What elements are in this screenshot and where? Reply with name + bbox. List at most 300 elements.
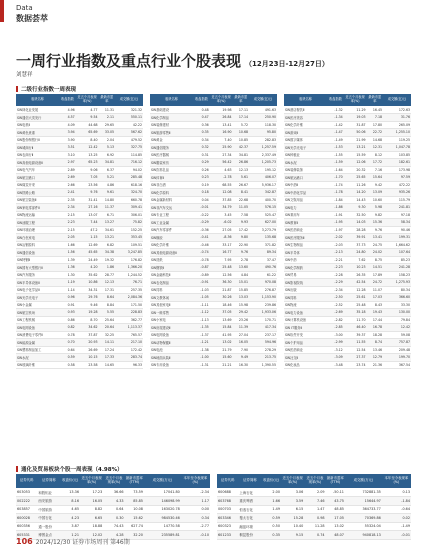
table-cell: SW饲料 xyxy=(284,294,327,302)
table-cell: SW工业金属 xyxy=(150,219,193,227)
table-cell: 472.22 xyxy=(383,181,411,189)
table-cell: SW城商行Ⅱ xyxy=(16,144,59,152)
table-cell: 14770.58 xyxy=(144,522,181,531)
col-header: 最新市盈率 xyxy=(233,94,250,106)
table-cell: 1,664.62 xyxy=(383,241,411,249)
table-cell: 0.64 xyxy=(103,505,124,514)
table-cell: -1.38 xyxy=(193,346,210,354)
table-cell: 32.25 xyxy=(99,331,116,339)
table-cell: SW饲料 xyxy=(150,286,193,294)
table-cell: SW生物制品 xyxy=(284,241,327,249)
table-cell: -2.02 xyxy=(327,234,344,242)
table-cell: SW软件开发 xyxy=(284,331,327,339)
table-cell: 27.37 xyxy=(344,354,367,362)
table-cell: 228.83 xyxy=(115,309,143,317)
col-header: 最新市盈率 xyxy=(99,94,116,106)
table-row xyxy=(16,144,143,152)
section2-title: 通化及贸易板块个股一周表现（4.98%） xyxy=(16,465,123,473)
table-row xyxy=(150,106,277,114)
table-row xyxy=(284,354,411,362)
table-cell: -1.91 xyxy=(327,211,344,219)
table-cell: 中国石化 xyxy=(37,514,60,523)
table-cell: 0.23 xyxy=(193,174,210,182)
table-row xyxy=(16,301,143,309)
table-cell: 342.87 xyxy=(249,189,277,197)
table-cell: 28.77 xyxy=(99,271,116,279)
table-row xyxy=(16,211,143,219)
table-cell: 42.54 xyxy=(344,279,367,287)
table-cell: 12.42 xyxy=(383,324,411,332)
table-row xyxy=(16,241,143,249)
table-row xyxy=(217,488,411,497)
table-cell: 11.70 xyxy=(344,316,367,324)
col-header: 成交额(亿元) xyxy=(383,94,411,106)
table-cell: 603346 xyxy=(217,514,238,523)
table-cell: SW地面兵装Ⅱ xyxy=(150,354,193,362)
table-cell: -1.37 xyxy=(193,331,210,339)
col-header: 近五个月表现率(%) xyxy=(103,474,124,488)
table-cell: 0.91 xyxy=(59,301,76,309)
table-row xyxy=(284,166,411,174)
table-cell: 23.26 xyxy=(233,316,250,324)
table-cell: 37.73 xyxy=(344,241,367,249)
table-cell: 1,275.93 xyxy=(383,279,411,287)
table-cell: 0.82 xyxy=(59,324,76,332)
table-cell: SW通信设备 xyxy=(16,249,59,257)
table-row xyxy=(150,324,277,332)
table-cell: 4.20 xyxy=(76,264,99,272)
table-cell: 9.80 xyxy=(233,234,250,242)
table-cell: 278.29 xyxy=(249,346,277,354)
table-cell: 16.05 xyxy=(80,497,103,506)
table-cell: 16.05 xyxy=(233,339,250,347)
table-row xyxy=(16,226,143,234)
table-cell: 94.02 xyxy=(115,166,143,174)
table-cell: -2.82 xyxy=(327,316,344,324)
table-row xyxy=(150,354,277,362)
table-cell: 2.23 xyxy=(59,219,76,227)
table-row xyxy=(150,151,277,159)
table-cell: 362.77 xyxy=(115,316,143,324)
table-cell: -1.05 xyxy=(193,294,210,302)
table-cell: 0.98 xyxy=(304,514,325,523)
table-cell: 364733.77 xyxy=(345,505,382,514)
table-cell: 7.44 xyxy=(76,219,99,227)
table-cell: 0.30 xyxy=(103,514,124,523)
table-row xyxy=(150,196,277,204)
table-cell: SW出版 xyxy=(284,286,327,294)
table-cell: 130.00 xyxy=(383,309,411,317)
table-cell: -0.36 xyxy=(193,226,210,234)
table-cell: -2.99 xyxy=(327,339,344,347)
table-cell: 33.30 xyxy=(383,301,411,309)
table-cell: 80.34 xyxy=(383,286,411,294)
table-cell: -2.78 xyxy=(210,174,233,182)
table-cell: 1.47 xyxy=(304,505,325,514)
table-cell: 1.21 xyxy=(61,531,80,540)
table-cell: 7.18 xyxy=(367,114,384,122)
table-cell: SW金属新材料 xyxy=(150,196,193,204)
table-cell: SW一般零售 xyxy=(150,309,193,317)
table-cell: 118.30 xyxy=(249,121,277,129)
section-label-en: Data xyxy=(16,4,33,12)
table-cell: 15.60 xyxy=(210,354,233,362)
table-cell: SW通信大类发行 xyxy=(16,114,59,122)
table-cell: 2.34 xyxy=(59,204,76,212)
table-cell: -1.32 xyxy=(327,106,344,114)
col-header: 板块名称 xyxy=(150,94,193,106)
table-cell: 1.56 xyxy=(59,249,76,257)
table-cell: 1,244.52 xyxy=(115,271,143,279)
table-cell: 5,936.17 xyxy=(249,181,277,189)
table-cell: 11.37 xyxy=(99,204,116,212)
table-cell: 0.00 xyxy=(181,505,210,514)
table-cell: 237.17 xyxy=(249,331,277,339)
table-cell: 2.35 xyxy=(59,196,76,204)
table-cell: SW动物保健Ⅱ xyxy=(150,339,193,347)
table-cell: 984530.46 xyxy=(144,514,181,523)
table-cell: 1.36 xyxy=(59,264,76,272)
table-cell: SW个护用品 xyxy=(284,339,327,347)
table-cell: SW电力设备 xyxy=(284,309,327,317)
table-cell: 0.18 xyxy=(193,189,210,197)
table-cell: 37.47 xyxy=(249,256,277,264)
table-cell: 16.78 xyxy=(367,324,384,332)
table-cell: SW航空港口 xyxy=(16,174,59,182)
table-cell: SW基础建设 xyxy=(150,106,193,114)
table-cell: 1.86 xyxy=(99,264,116,272)
table-cell: 24.49 xyxy=(76,256,99,264)
table-row xyxy=(150,346,277,354)
table-row xyxy=(16,331,143,339)
table-row xyxy=(150,189,277,197)
table-cell: 0.93 xyxy=(59,309,76,317)
table-cell: 3,247.85 xyxy=(115,249,143,257)
col-header: 板块名称 xyxy=(284,94,327,106)
table-cell: 2.15 xyxy=(59,211,76,219)
table-cell: 26.86 xyxy=(233,159,250,167)
table-row xyxy=(150,264,277,272)
table-cell: SW半导体 xyxy=(284,249,327,257)
table-row xyxy=(284,309,411,317)
col-header: 收盘价(元) xyxy=(262,474,281,488)
table-cell: SW能源金属 xyxy=(16,339,59,347)
table-cell: 中国旅游 xyxy=(37,505,60,514)
table-cell: 603768 xyxy=(217,497,238,506)
table-cell: 13.03 xyxy=(233,294,250,302)
table-cell: 7.95 xyxy=(210,256,233,264)
table-cell: 37.85 xyxy=(210,196,233,204)
table-cell: 12.56 xyxy=(210,271,233,279)
table-row xyxy=(284,271,411,279)
table-cell: 29.65 xyxy=(99,121,116,129)
col-header: 近五个月表现率(%) xyxy=(304,474,325,488)
table-cell: 11.07 xyxy=(367,286,384,294)
table-cell: 25.65 xyxy=(344,174,367,182)
table-cell: 12.13 xyxy=(233,166,250,174)
table-row xyxy=(16,346,143,354)
table-row xyxy=(284,294,411,302)
table-row xyxy=(284,286,411,294)
table-cell: 桐昆股份 xyxy=(238,531,261,540)
table-row xyxy=(150,249,277,257)
table-cell: 22.90 xyxy=(233,241,250,249)
table-cell: 2.15 xyxy=(59,226,76,234)
table-cell: -1.70 xyxy=(327,174,344,182)
table-row xyxy=(150,144,277,152)
table-row xyxy=(284,129,411,137)
table-cell: 21.87 xyxy=(210,286,233,294)
table-cell: -2.29 xyxy=(327,279,344,287)
table-cell: -1.84 xyxy=(327,196,344,204)
table-cell: 732881.35 xyxy=(345,488,382,497)
table-cell: 13.46 xyxy=(367,346,384,354)
table-cell: -1.00 xyxy=(193,354,210,362)
table-row xyxy=(284,234,411,242)
table-cell: 199.31 xyxy=(383,234,411,242)
table-row xyxy=(150,331,277,339)
table-cell: 107.64 xyxy=(383,249,411,257)
table-cell: 33.05 xyxy=(99,129,116,137)
table-cell: 16.77 xyxy=(210,249,233,257)
col-header: 收盘指数 xyxy=(59,94,76,106)
table-row xyxy=(16,159,143,167)
table-row xyxy=(150,211,277,219)
table-cell: 25.64 xyxy=(99,316,116,324)
table-cell: SW物流 xyxy=(284,301,327,309)
table-cell: 14.20 xyxy=(344,189,367,197)
table-cell: 601233 xyxy=(217,531,238,540)
table-cell: 2.05 xyxy=(59,234,76,242)
table-row xyxy=(150,256,277,264)
col-header: 本年至今表现率(%) xyxy=(181,474,210,488)
table-row xyxy=(284,114,411,122)
table-cell: 0.86 xyxy=(59,316,76,324)
table-cell: 45.65 xyxy=(76,249,99,257)
table-cell: 9.46 xyxy=(76,301,99,309)
table-cell: 1,153.90 xyxy=(249,294,277,302)
table-cell: 65.23 xyxy=(76,159,99,167)
table-cell: -0.89 xyxy=(193,271,210,279)
table-cell: SW文教休闲 xyxy=(150,294,193,302)
table-cell: 1.66 xyxy=(262,497,281,506)
table-cell: 8.84 xyxy=(99,301,116,309)
table-cell: SW IT服务Ⅱ xyxy=(284,324,327,332)
table-cell: 15.64 xyxy=(367,174,384,182)
table-cell: 17.24 xyxy=(99,346,116,354)
table-cell: SW电气汽车 xyxy=(16,166,59,174)
table-cell: 9.93 xyxy=(233,219,250,227)
table-cell: 285.48 xyxy=(115,174,143,182)
table-cell: 34.61 xyxy=(99,226,116,234)
table-cell: 0.59 xyxy=(262,514,281,523)
table-cell: SW种植业 xyxy=(284,151,327,159)
table-cell: 11.39 xyxy=(233,324,250,332)
table-row xyxy=(150,121,277,129)
table-cell: 0.35 xyxy=(193,129,210,137)
table-cell: 119.25 xyxy=(383,136,411,144)
table-row xyxy=(16,249,143,257)
table-row xyxy=(16,166,143,174)
table-cell: -3.12 xyxy=(327,346,344,354)
table-cell: 27.05 xyxy=(210,226,233,234)
table-cell: 3.87 xyxy=(61,522,80,531)
table-cell: 22.68 xyxy=(233,196,250,204)
table-cell: 47.2 xyxy=(76,226,99,234)
table-cell: 970.08 xyxy=(249,279,277,287)
table-cell: 20.93 xyxy=(76,339,99,347)
table-row xyxy=(284,301,411,309)
table-cell: 18.88 xyxy=(80,522,103,531)
table-cell: 417.34 xyxy=(249,324,277,332)
table-cell: 371.82 xyxy=(249,241,277,249)
table-cell: SW教育Ⅱ xyxy=(284,219,327,227)
col-header: 成交额(万元) xyxy=(144,474,181,488)
table-cell: 48.85 xyxy=(326,505,345,514)
col-header: 最新市盈率(TTM) xyxy=(326,474,345,488)
table-cell: 9.49 xyxy=(233,354,250,362)
table-cell: 30.26 xyxy=(210,294,233,302)
table-cell: -6.02 xyxy=(210,219,233,227)
table-cell: 13.07 xyxy=(76,211,99,219)
table-cell: 1,113.37 xyxy=(115,324,143,332)
table-cell: -1.78 xyxy=(327,189,344,197)
table-row xyxy=(150,174,277,182)
table-cell: 2.00 xyxy=(262,488,281,497)
table-cell: 1,205.73 xyxy=(249,159,277,167)
table-cell: SW光学光电子 xyxy=(16,294,59,302)
table-cell: 0.50 xyxy=(262,522,281,531)
table-cell: -0.87 xyxy=(193,264,210,272)
page-footer xyxy=(16,537,130,546)
table-cell: 重庆啤酒 xyxy=(238,497,261,506)
table-cell: SW油服工程 xyxy=(16,219,59,227)
table-row xyxy=(16,279,143,287)
industry-table-col3 xyxy=(284,94,411,369)
table-cell: 0.34 xyxy=(193,136,210,144)
table-cell: 135.68 xyxy=(249,234,277,242)
table-cell: SW旅游零售Ⅱ xyxy=(150,129,193,137)
table-cell: 3.10 xyxy=(59,151,76,159)
table-cell: 11.29 xyxy=(344,106,367,114)
table-cell: 19.03 xyxy=(344,114,367,122)
table-cell: 1.17 xyxy=(181,497,210,506)
table-row xyxy=(16,339,143,347)
industry-table-col2 xyxy=(150,94,277,369)
table-cell: -2.85 xyxy=(327,324,344,332)
table-cell: 68.55 xyxy=(210,181,233,189)
table-cell: 12.08 xyxy=(210,189,233,197)
table-cell: 0.04 xyxy=(193,196,210,204)
table-cell: 0.59 xyxy=(59,354,76,362)
table-cell: -1.84 xyxy=(382,497,411,506)
table-cell: 14.80 xyxy=(99,196,116,204)
table-cell: 2.66 xyxy=(59,181,76,189)
table-row xyxy=(150,136,277,144)
table-cell: 24.72 xyxy=(367,279,384,287)
table-row xyxy=(150,241,277,249)
industry-table-col1 xyxy=(16,94,143,369)
table-row xyxy=(217,505,411,514)
table-cell: 0.32 xyxy=(193,144,210,152)
table-cell: 309.41 xyxy=(115,204,143,212)
table-cell: 和胜铝业 xyxy=(37,488,60,497)
table-cell: -1.12 xyxy=(193,309,210,317)
table-cell: 241.28 xyxy=(383,264,411,272)
table-cell: 25.48 xyxy=(344,301,367,309)
table-cell: -2.34 xyxy=(327,286,344,294)
table-cell: SW农化制品 xyxy=(150,279,193,287)
table-cell: 367.54 xyxy=(383,361,411,369)
table-cell: 15.36 xyxy=(367,219,384,227)
table-row xyxy=(284,106,411,114)
table-cell: SW家电零部件Ⅱ xyxy=(16,204,59,212)
table-cell: 525.47 xyxy=(249,211,277,219)
table-row xyxy=(284,316,411,324)
table-cell: 博图金点 xyxy=(37,531,60,540)
table-cell: 10.23 xyxy=(344,264,367,272)
table-cell: 0.47 xyxy=(193,114,210,122)
table-cell: 36.66 xyxy=(103,488,124,497)
table-cell: 16.45 xyxy=(367,106,384,114)
table-cell: -0.29 xyxy=(193,219,210,227)
table-cell: 7.62 xyxy=(344,256,367,264)
table-cell: 11.28 xyxy=(304,522,325,531)
table-row xyxy=(16,354,143,362)
table-cell: 2.09 xyxy=(304,488,325,497)
col-header: 证券简称 xyxy=(37,474,60,488)
section1-title: 二级行业指数一周表现 xyxy=(16,85,76,93)
table-cell: -3.00 xyxy=(327,331,344,339)
table-cell: 2.69 xyxy=(59,174,76,182)
table-cell: -2.21 xyxy=(327,256,344,264)
table-cell: 366.60 xyxy=(383,294,411,302)
table-cell: 12.69 xyxy=(76,241,99,249)
table-cell: 716.12 xyxy=(115,159,143,167)
table-cell: 23.74 xyxy=(344,361,367,369)
header-accent-bar xyxy=(0,0,4,22)
table-cell: -0.41 xyxy=(193,234,210,242)
col-header: 成交额(亿元) xyxy=(249,94,277,106)
table-cell: 603857 xyxy=(16,505,37,514)
table-row xyxy=(16,286,143,294)
table-cell: SW电机Ⅱ xyxy=(16,121,59,129)
col-header: 近五个月表现率(%) xyxy=(210,94,233,106)
table-cell: 15644.97 xyxy=(345,497,382,506)
table-row xyxy=(16,219,143,227)
table-cell: -1.34 xyxy=(327,114,344,122)
table-cell: 15.62 xyxy=(125,514,144,523)
table-cell: -1.97 xyxy=(327,226,344,234)
table-row xyxy=(284,181,411,189)
table-cell: 8.64 xyxy=(99,294,116,302)
table-cell: -1.31 xyxy=(193,361,210,369)
table-cell: 11.26 xyxy=(344,181,367,189)
table-cell: SW其他电源设备Ⅱ xyxy=(150,249,193,257)
table-cell: 17.72 xyxy=(367,159,384,167)
table-cell: 3.90 xyxy=(59,136,76,144)
table-cell: SW贸易 xyxy=(284,271,327,279)
table-cell: 17041.80 xyxy=(144,488,181,497)
table-cell: 97.59 xyxy=(383,174,411,182)
table-row xyxy=(150,204,277,212)
table-cell: 75.82 xyxy=(115,219,143,227)
table-cell: 17.11 xyxy=(233,106,250,114)
table-cell: 3.51 xyxy=(59,144,76,152)
table-cell: 14.03 xyxy=(344,219,367,227)
table-row xyxy=(284,121,411,129)
table-row xyxy=(150,159,277,167)
